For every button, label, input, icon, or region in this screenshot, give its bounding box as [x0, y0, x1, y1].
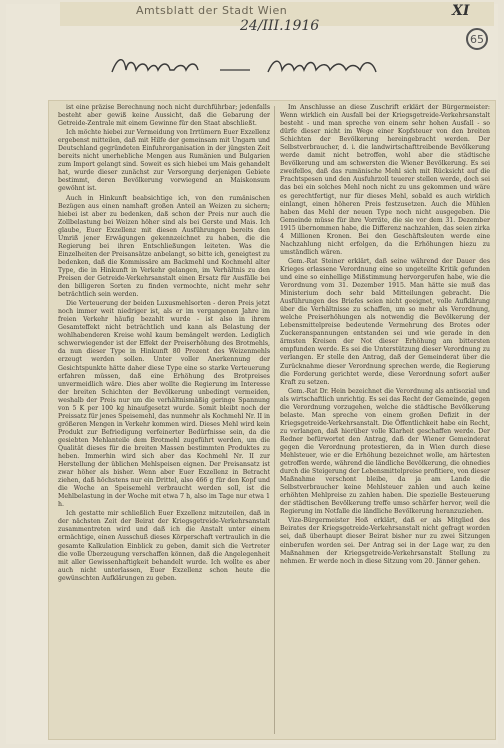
paragraph: ist eine präzise Berechnung noch nicht durchführbar; jedenfalls besteht aber gewiß keine Aussicht, daß die Gebarung der Getreide-Zentrale mit einem Gewinne für den Staat abschließt. — [58, 104, 270, 128]
handwritten-number: XI — [452, 3, 470, 19]
left-column — [58, 104, 270, 734]
handwritten-date: 24/III.1916 — [240, 18, 320, 34]
paragraph: Gem.-Rat Dr. Hein bezeichnet die Verordnung als antisozial und als wirtschaftlich unrichtig. Es sei das Recht der Gemeinde, gegen die Verordnung vorzugehen, welche die städtische Bevölkerung belaste. Man spreche von einem großen Defizit in der Kriegsgetreide-Verkehrsanstalt. Die Öffentlichkeit habe ein Recht, zu verlangen, daß hierüber volle Klarheit geschaffen werde. Der Redner befürwortet den Antrag, daß der Wiener Gemeinderat gegen die Verordnung protestieren, da in Wien durch diese Mehlsteuer, wie er die Erhöhung bezeichnet wolle, am härtesten getroffen werde, während die ländliche Bevölkerung, die ohnedies durch die Steigerung der Lebensmittelpreise profitiere, von dieser Maßnahme verschont bleibe, da ja am Lande die Selbstverbraucher keine Mehlsteuer zahlen und auch keine erhöhten Mehlpreise zu zahlen haben. Die spezielle Besteuerung der städtischen Bevölkerung treffe umso schärfer hervor, weil die Regierung im Notfalle die ländliche Bevölkerung heranzuziehen. — [280, 387, 490, 516]
paragraph: Ich möchte hiebei zur Vermeidung von Irrtümern Euer Exzellenz ergebenst mitteilen, daß mit Hilfe der gemeinsam mit Ungarn und Deutschland gegründeten Einfuhrorganisation in der jüngsten Zeit bereits nicht unerhebliche Mengen aus Rumänien und Bulgarien zum Import gelangt sind. Soweit es sich hiebei um Mais gehandelt hat, wurde dieser zunächst zur Versorgung derjenigen Gebiete bestimmt, deren Bevölkerung vorwiegend an Maiskonsum gewöhnt ist. — [58, 129, 270, 193]
paragraph: Auch in Hinkunft beabsichtige ich, von den rumänischen Bezügen aus einen namhaft großen Anteil an Weizen zu sichern; hiebei ist aber zu bedenken, daß schon der Preis nur auch die Zollbelastung bei Weizen höher sind als bei Gerste und Mais. Ich glaube, Euer Exzellenz mit diesen Ausführungen bereits den Umriß jener Erwägungen gekennzeichnet zu haben, die die Regierung bei ihren Entschließungen leiteten. Was die Einzelheiten der Preisansätze anbelangt, so bitte ich, geneigtest zu bedenken, daß die Kommissäre am Backmehl und Kochmehl alter Type, die in Hinkunft in Verkehr gelangen, im Verhältnis zu den Preisen der Getreide-Verkehrsanstalt einen Ersatz für Ausfälle bei den billigeren Sorten zu finden vermochte, nicht mehr sehr beträchtlich sein werden. — [58, 194, 270, 299]
handwritten-signature — [110, 52, 410, 80]
right-column — [280, 104, 490, 734]
paragraph: Ich gestatte mir schließlich Euer Exzellenz mitzuteilen, daß in der nächsten Zeit der Beirat der Kriegsgetreide-Verkehrsanstalt zusammentreten wird und daß ich die Anstalt unter einem ermächtige, einen Ausschuß dieses Körperschaft vertraulich in die gesamte Kalkulation Einblick zu geben, damit sich die Vertreter die volle Überzeugung verschaffen können, daß die Angelegenheit mit aller Gewissenhaftigkeit behandelt wurde. Ich wollte es aber auch nicht unterlassen, Euer Exzellenz schon heute die gewünschten Aufklärungen zu geben. — [58, 510, 270, 582]
paragraph: Im Anschlusse an diese Zuschrift erklärt der Bürgermeister: Wenn wirklich ein Ausfall bei der Kriegsgetreide-Verkehrsanstalt besteht - und man spreche von einem sehr hohen Ausfall - so dürfe dieser nicht im Wege einer Kopfsteuer von den breiten Schichten der Bevölkerung hereingebracht werden. Der Selbstverbraucher, d. i. die landwirtschafttreibende Bevölkerung werde damit nicht betroffen, wohl aber die städtische Bevölkerung und am schwersten die Wiener Bevölkerung. Es sei zweifellos, daß das rumänische Mehl sich mit Rücksicht auf die Frachtspesen und den Ausfuhrzoll teuerer stellen werde, doch sei das bei ein solches Mehl noch nicht zu uns gekommen und wäre es gerechtfertigt, nur für dieses Mehl, sobald es auch wirklich einlangt, einen höheren Preis festzusetzen. Auch die Mühlen haben das Mehl der neuen Type noch nicht ausgegeben. Die Gemeinde müsse für ihre Vorräte, die sie vor dem 31. Dezember 1915 übernommen habe, die Differenz nachzahlen, das seien zirka 4 Millionen Kronen. Bei den Geschäftsleuten werde eine Nachzahlung nicht erfolgen, da die Erhöhungen hiezu zu umständlich wären. — [280, 104, 490, 256]
circled-page-mark: 65 — [466, 28, 488, 50]
paragraph: Vize-Bürgermeister Hoß erklärt, daß er als Mitglied des Beirates der Kriegsgetreide-Verkehrsanstalt nicht gefragt worden sei, daß überhaupt dieser Beirat bisher nur zu zwei Sitzungen einberufen worden sei. Der Antrag sei in der Lage war, zu den Maßnahmen der Kriegsgetreide-Verkehrsanstalt Stellung zu nehmen. Er werde noch in diese Sitzung vom 20. Jänner gehen. — [280, 517, 490, 565]
paragraph: Gem.-Rat Steiner erklärt, daß seine während der Dauer des Krieges erlassene Verordnung eine so ungeteilte Kritik gefunden und eine so einhellige Mißstimmung hervorgerufen habe, wie die Verordnung vom 31. Dezember 1915. Man hätte sie muß das Ministerium doch sehr bald Mitteilungen gebracht. Die Ausführungen des Briefes seien nicht geeignet, volle Aufklärung über die Verhältnisse zu schaffen, um so mehr als Verordnung, welche Preiserhöhungen als notwendig die Bevölkerung der Lebensmittelpreise bedeutende Vermehrung des Brotes oder Zuckeranspannungen entstanden sei und wie gerade in den ärmsten Kreisen der Not dieser Erhöhung am bittersten empfunden werde. Es sei die Unterstützung dieser Verordnung zu verlangen. Er stelle den Antrag, daß der Gemeinderat über die Zurücknahme dieser Verordnung sprechen werde, die Regierung die Forderung gerichtet werde, diese Verordnung sofort außer Kraft zu setzen. — [280, 257, 490, 386]
paragraph: Die Verteuerung der beiden Luxusmehlsorten - deren Preis jetzt noch immer weit niedriger ist, als er im vergangenen Jahre im freien Verkehr häufig bezahlt wurde - ist also in ihrem Gesamteffekt nicht beträchtlich und kann als Belastung der wohlhabenderen Kreise wohl kaum bemängelt werden. Lediglich schwerwiegender ist der Effekt der Preiserhöhung des Brotmehls, da nun dieser Type in Hinkunft 80 Prozent des Weizenmehls erzeugt werden sollen. Unter voller Anerkennung der Gesichtspunkte hätte daher diese Type eine so starke Verteuerung erfahren müssen, daß eine Erhöhung des Brotpreises unvermeidlich wäre. Dies aber wollte die Regierung im Interesse der breiten Schichten der Bevölkerung unbedingt vermeiden, weshalb der Preis nur um die verhältnismäßig geringe Spannung von 5 K per 100 kg hinaufgesetzt wurde. Somit bleibt noch der Preissatz für jenes Speisemehl, das nunmehr als Kochmehl Nr. II in größeren Mengen in Verkehr kommen wird. Dieses Mehl wird kein Produkt zur Befriedigung verfeinerter Bedürfnisse sein, da die gesiebten Mehlanteile dem Brotmehl zugeführt werden, um die Qualität dieses für die breiten Massen bestimmten Produktes zu heben. Immerhin wird sich aber das Kochmehl Nr. II zur Herstellung der üblichen Mehlspeisen eignen. Der Preisansatz ist zwar höher als bisher. Wenn aber Euer Exzellenz in Betracht ziehen, daß höchstens nur ein Drittel, also 466 g für den Kopf und die Woche an Speisemehl verbraucht werden soll, ist die Mehlbelastung in der Woche mit etwa 7 h, also im Tage nur etwa 1 h. — [58, 300, 270, 509]
column-divider — [274, 106, 275, 734]
masthead: Amtsblatt der Stadt Wien — [136, 4, 288, 17]
